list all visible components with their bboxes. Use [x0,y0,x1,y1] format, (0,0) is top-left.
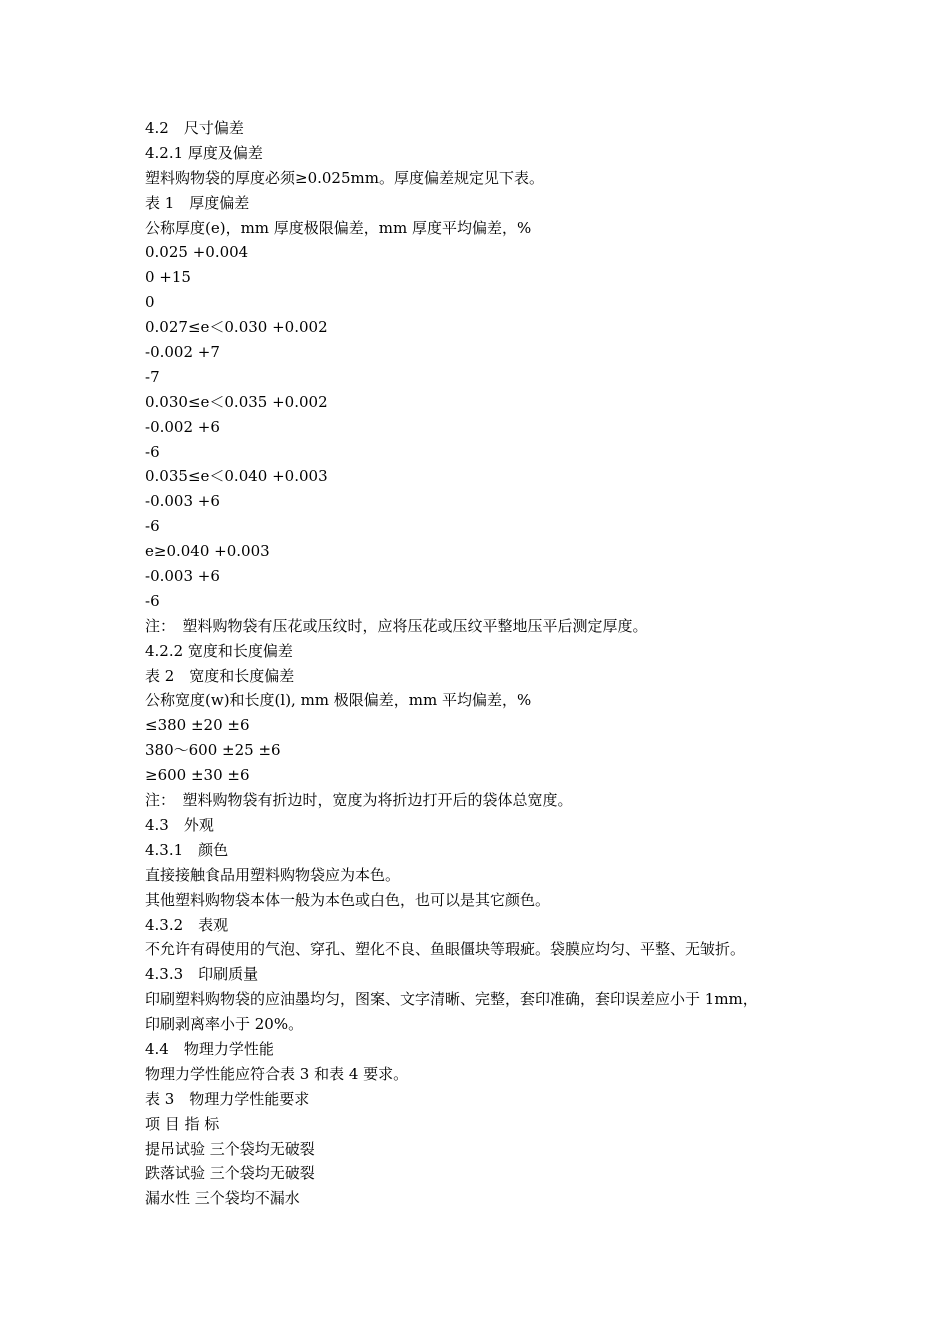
table-1-row: 0.035≤e＜0.040 +0.003 [145,467,328,486]
note: 注： 塑料购物袋有折边时，宽度为将折边打开后的袋体总宽度。 [145,791,573,810]
table-caption-2: 表 2 宽度和长度偏差 [145,666,295,685]
subsection-heading-4-3-3: 4.3.3 印刷质量 [145,965,259,984]
paragraph: 其他塑料购物袋本体一般为本色或白色，也可以是其它颜色。 [145,890,551,909]
table-1-row: -0.003 +6 [145,567,220,586]
table-1-row: -0.002 +6 [145,417,220,436]
table-1-row: -6 [145,591,160,610]
table-2-row: 380～600 ±25 ±6 [145,741,281,760]
table-2-header: 公称宽度(w)和长度(l), mm 极限偏差，mm 平均偏差，% [145,691,532,710]
paragraph: 物理力学性能应符合表 3 和表 4 要求。 [145,1064,409,1083]
subsection-heading-4-3-2: 4.3.2 表观 [145,915,229,934]
section-heading-4-2: 4.2 尺寸偏差 [145,119,244,137]
table-1-row: e≥0.040 +0.003 [145,542,270,561]
table-3-row: 跌落试验 三个袋均无破裂 [145,1164,315,1183]
table-3-header: 项 目 指 标 [145,1114,220,1133]
table-caption-1: 表 1 厚度偏差 [145,193,250,212]
paragraph: 直接接触食品用塑料购物袋应为本色。 [145,865,401,884]
table-2-row: ≥600 ±30 ±6 [145,766,250,785]
table-1-row: 0.030≤e＜0.035 +0.002 [145,392,328,411]
table-1-row: -6 [145,517,160,536]
table-1-row: -7 [145,367,160,386]
document-body [145,116,825,1211]
table-1-row: 0 [145,293,155,312]
subsection-heading-4-2-2: 4.2.2 宽度和长度偏差 [145,641,293,660]
subsection-heading-4-2-1: 4.2.1 厚度及偏差 [145,143,263,162]
section-heading-4-4: 4.4 物理力学性能 [145,1039,274,1058]
section-heading-4-3: 4.3 外观 [145,815,214,834]
table-1-header: 公称厚度(e)，mm 厚度极限偏差，mm 厚度平均偏差，% [145,218,532,237]
table-caption-3: 表 3 物理力学性能要求 [145,1089,310,1108]
paragraph: 印刷剥离率小于 20%。 [145,1015,304,1034]
table-3-row: 漏水性 三个袋均不漏水 [145,1189,300,1208]
table-1-row: 0.025 +0.004 [145,243,249,262]
paragraph: 印刷塑料购物袋的应油墨均匀，图案、文字清晰、完整，套印准确，套印误差应小于 1mm， [145,990,758,1009]
subsection-heading-4-3-1: 4.3.1 颜色 [145,840,229,859]
table-1-row: 0.027≤e＜0.030 +0.002 [145,318,328,337]
table-1-row: -0.002 +7 [145,343,220,362]
table-1-row: 0 +15 [145,268,191,287]
table-1-row: -6 [145,442,160,461]
paragraph: 不允许有碍使用的气泡、穿孔、塑化不良、鱼眼僵块等瑕疵。袋膜应均匀、平整、无皱折。 [145,940,746,959]
paragraph: 塑料购物袋的厚度必须≥0.025mm。厚度偏差规定见下表。 [145,168,544,187]
table-1-row: -0.003 +6 [145,492,220,511]
table-3-row: 提吊试验 三个袋均无破裂 [145,1139,315,1158]
note: 注： 塑料购物袋有压花或压纹时，应将压花或压纹平整地压平后测定厚度。 [145,616,648,635]
table-2-row: ≤380 ±20 ±6 [145,716,250,735]
